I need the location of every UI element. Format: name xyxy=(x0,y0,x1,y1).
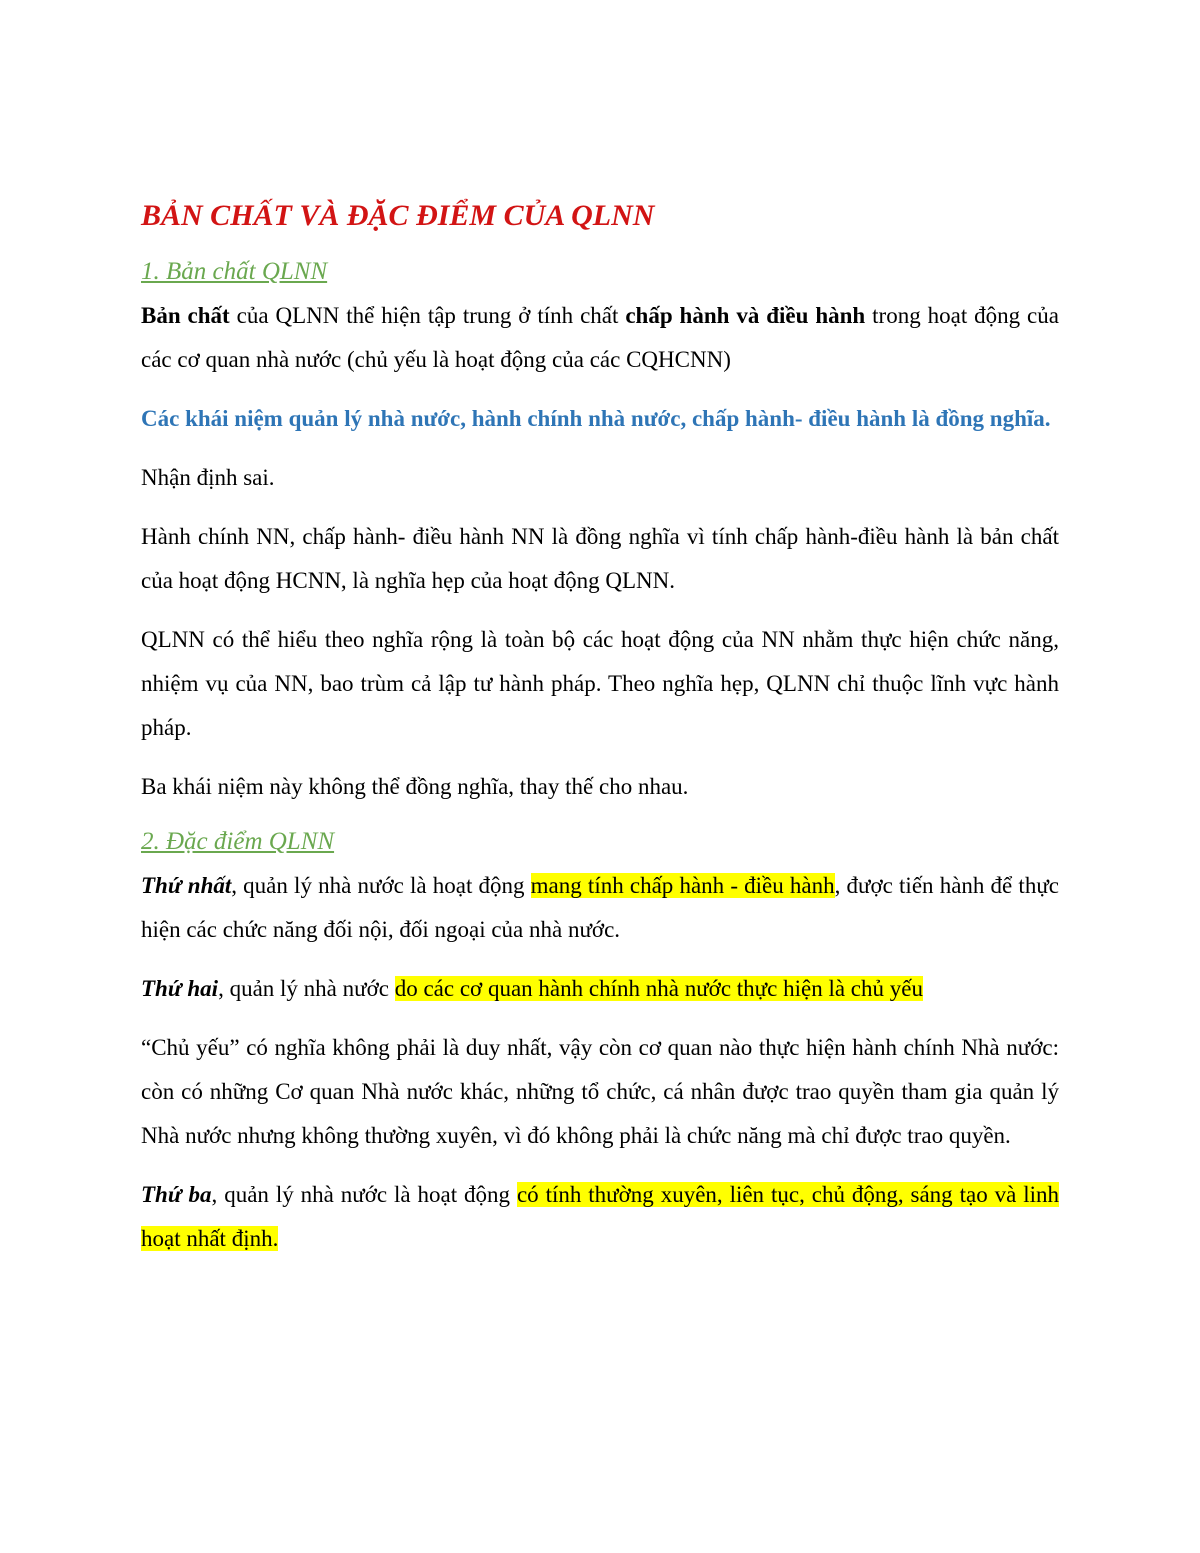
bold-text: Bản chất xyxy=(141,303,230,328)
paragraph-feature-third xyxy=(141,1173,1059,1261)
paragraph-conclusion: Ba khái niệm này không thể đồng nghĩa, thay thế cho nhau. xyxy=(141,774,689,799)
highlighted-text: mang tính chấp hành - điều hành xyxy=(530,873,835,898)
text-span: , quản lý nhà nước là hoạt động xyxy=(231,873,531,898)
paragraph-nature-definition xyxy=(141,294,1059,382)
document-title: BẢN CHẤT VÀ ĐẶC ĐIỂM CỦA QLNN xyxy=(141,199,655,232)
section-heading-nature: 1. Bản chất QLNN xyxy=(141,258,328,285)
answer-verdict: Nhận định sai. xyxy=(141,465,275,490)
highlighted-text: do các cơ quan hành chính nhà nước thực hiện là chủ yếu xyxy=(394,976,923,1001)
document-page xyxy=(141,196,1059,1276)
feature-label: Thứ nhất xyxy=(141,873,232,898)
paragraph-explanation-1: Hành chính NN, chấp hành- điều hành NN là đồng nghĩa vì tính chấp hành-điều hành là bản chất của hoạt động HCNN, là nghĩa hẹp của hoạt động QLNN. xyxy=(141,524,1059,593)
section-heading-features: 2. Đặc điểm QLNN xyxy=(141,828,335,855)
paragraph-feature-first xyxy=(141,864,1059,952)
text-span: , được tiến hành để thực hiện các chức năng đối nội, đối ngoại của nhà nước. xyxy=(141,873,1059,942)
bold-text: chấp hành và điều hành xyxy=(625,303,866,328)
question-statement: Các khái niệm quản lý nhà nước, hành chính nhà nước, chấp hành- điều hành là đồng nghĩa. xyxy=(141,406,1051,431)
paragraph-feature-second xyxy=(141,967,1059,1011)
highlighted-text: có tính thường xuyên, liên tục, chủ động, sáng tạo và linh hoạt nhất định. xyxy=(141,1182,1060,1251)
text-span: của QLNN thể hiện tập trung ở tính chất xyxy=(229,303,626,328)
paragraph-explanation-2: QLNN có thể hiểu theo nghĩa rộng là toàn bộ các hoạt động của NN nhằm thực hiện chức năng, nhiệm vụ của NN, bao trùm cả lập tư hành pháp. Theo nghĩa hẹp, QLNN chỉ thuộc lĩnh vực hành pháp. xyxy=(141,627,1059,740)
paragraph-main-meaning: “Chủ yếu” có nghĩa không phải là duy nhất, vậy còn cơ quan nào thực hiện hành chính Nhà nước: còn có những Cơ quan Nhà nước khác, những tổ chức, cá nhân được trao quyền tham gia quản lý Nhà nước nhưng không thường xuyên, vì đó không phải là chức năng mà chỉ được trao quyền. xyxy=(141,1035,1059,1148)
feature-label: Thứ hai xyxy=(141,976,219,1001)
feature-label: Thứ ba xyxy=(141,1182,212,1207)
text-span: , quản lý nhà nước xyxy=(218,976,395,1001)
text-span: , quản lý nhà nước là hoạt động xyxy=(211,1182,517,1207)
text-span: trong hoạt động của các cơ quan nhà nước (chủ yếu là hoạt động của các CQHCNN) xyxy=(141,303,1059,372)
